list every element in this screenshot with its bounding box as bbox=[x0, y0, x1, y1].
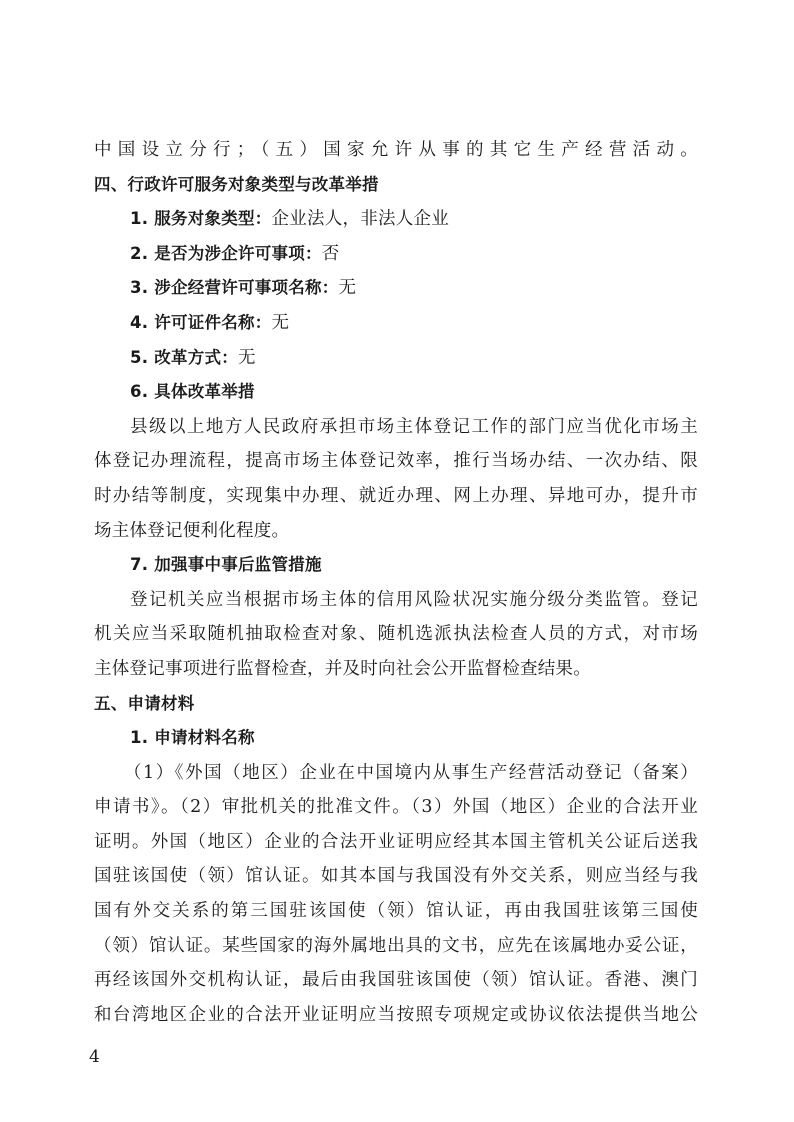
reform-method bbox=[94, 341, 698, 376]
text-line: （1）《外国（地区）企业在中国境内从事生产经营活动登记（备案） bbox=[124, 762, 698, 783]
field-value: 企业法人，非法人企业 bbox=[271, 209, 449, 230]
document-body bbox=[94, 133, 698, 1032]
text-line: 主体登记事项进行监督检查，并及时向社会公开监督检查结果。 bbox=[94, 658, 591, 679]
text-line: 中国设立分行；（五）国家允许从事的其它生产经营活动。 bbox=[94, 140, 698, 160]
subsection-heading-supervision: 7. 加强事中事后监管措施 bbox=[130, 555, 322, 575]
field-label: 3. 涉企经营许可事项名称： bbox=[130, 278, 339, 298]
text-line: 登记机关应当根据市场主体的信用风险状况实施分级分类监管。登记 bbox=[130, 589, 698, 610]
field-label: 1. 服务对象类型： bbox=[130, 209, 272, 229]
text-line: 和台湾地区企业的合法开业证明应当按照专项规定或协议依法提供当地公 bbox=[94, 1004, 698, 1025]
section-heading-4: 四、行政许可服务对象类型与改革举措 bbox=[94, 174, 379, 194]
field-label: 2. 是否为涉企许可事项： bbox=[130, 243, 322, 263]
text-line: 国驻该国使（领）馆认证。如其本国与我国没有外交关系，则应当经与我 bbox=[94, 866, 698, 887]
subsection-heading-reform-measures: 6. 具体改革举措 bbox=[130, 382, 255, 402]
text-line: 场主体登记便利化程度。 bbox=[94, 520, 290, 541]
text-line: （领）馆认证。某些国家的海外属地出具的文书，应先在该属地办妥公证， bbox=[94, 935, 698, 956]
field-value: 无 bbox=[271, 312, 290, 333]
text-line: 时办结等制度，实现集中办理、就近办理、网上办理、异地可办，提升市 bbox=[94, 485, 698, 506]
field-value: 无 bbox=[338, 278, 357, 299]
field-value: 无 bbox=[238, 347, 256, 368]
enterprise-related-item bbox=[94, 237, 698, 272]
text-line: 县级以上地方人民政府承担市场主体登记工作的部门应当优化市场主 bbox=[130, 416, 698, 437]
service-object-type bbox=[94, 202, 698, 237]
text-line: 机关应当采取随机抽取检查对象、随机选派执法检查人员的方式，对市场 bbox=[94, 624, 698, 645]
license-certificate-name bbox=[94, 306, 698, 341]
text-line: 再经该国外交机构认证，最后由我国驻该国使（领）馆认证。香港、澳门 bbox=[94, 970, 698, 991]
business-license-item-name bbox=[94, 271, 698, 306]
subsection-heading-materials: 1. 申请材料名称 bbox=[130, 728, 255, 748]
field-label: 5. 改革方式： bbox=[130, 347, 238, 367]
field-label: 4. 许可证件名称： bbox=[130, 312, 272, 332]
text-line: 国有外交关系的第三国驻该国使（领）馆认证，再由我国驻该第三国使 bbox=[94, 901, 698, 922]
text-line: 申请书》。（2）审批机关的批准文件。（3）外国（地区）企业的合法开业 bbox=[94, 797, 698, 818]
text-line: 体登记办理流程，提高市场主体登记效率，推行当场办结、一次办结、限 bbox=[94, 451, 698, 472]
text-line: 证明。外国（地区）企业的合法开业证明应经其本国主管机关公证后送我 bbox=[94, 831, 698, 852]
page-number: 4 bbox=[89, 1047, 100, 1067]
section-heading-5: 五、申请材料 bbox=[94, 693, 195, 713]
field-value: 否 bbox=[321, 243, 340, 264]
